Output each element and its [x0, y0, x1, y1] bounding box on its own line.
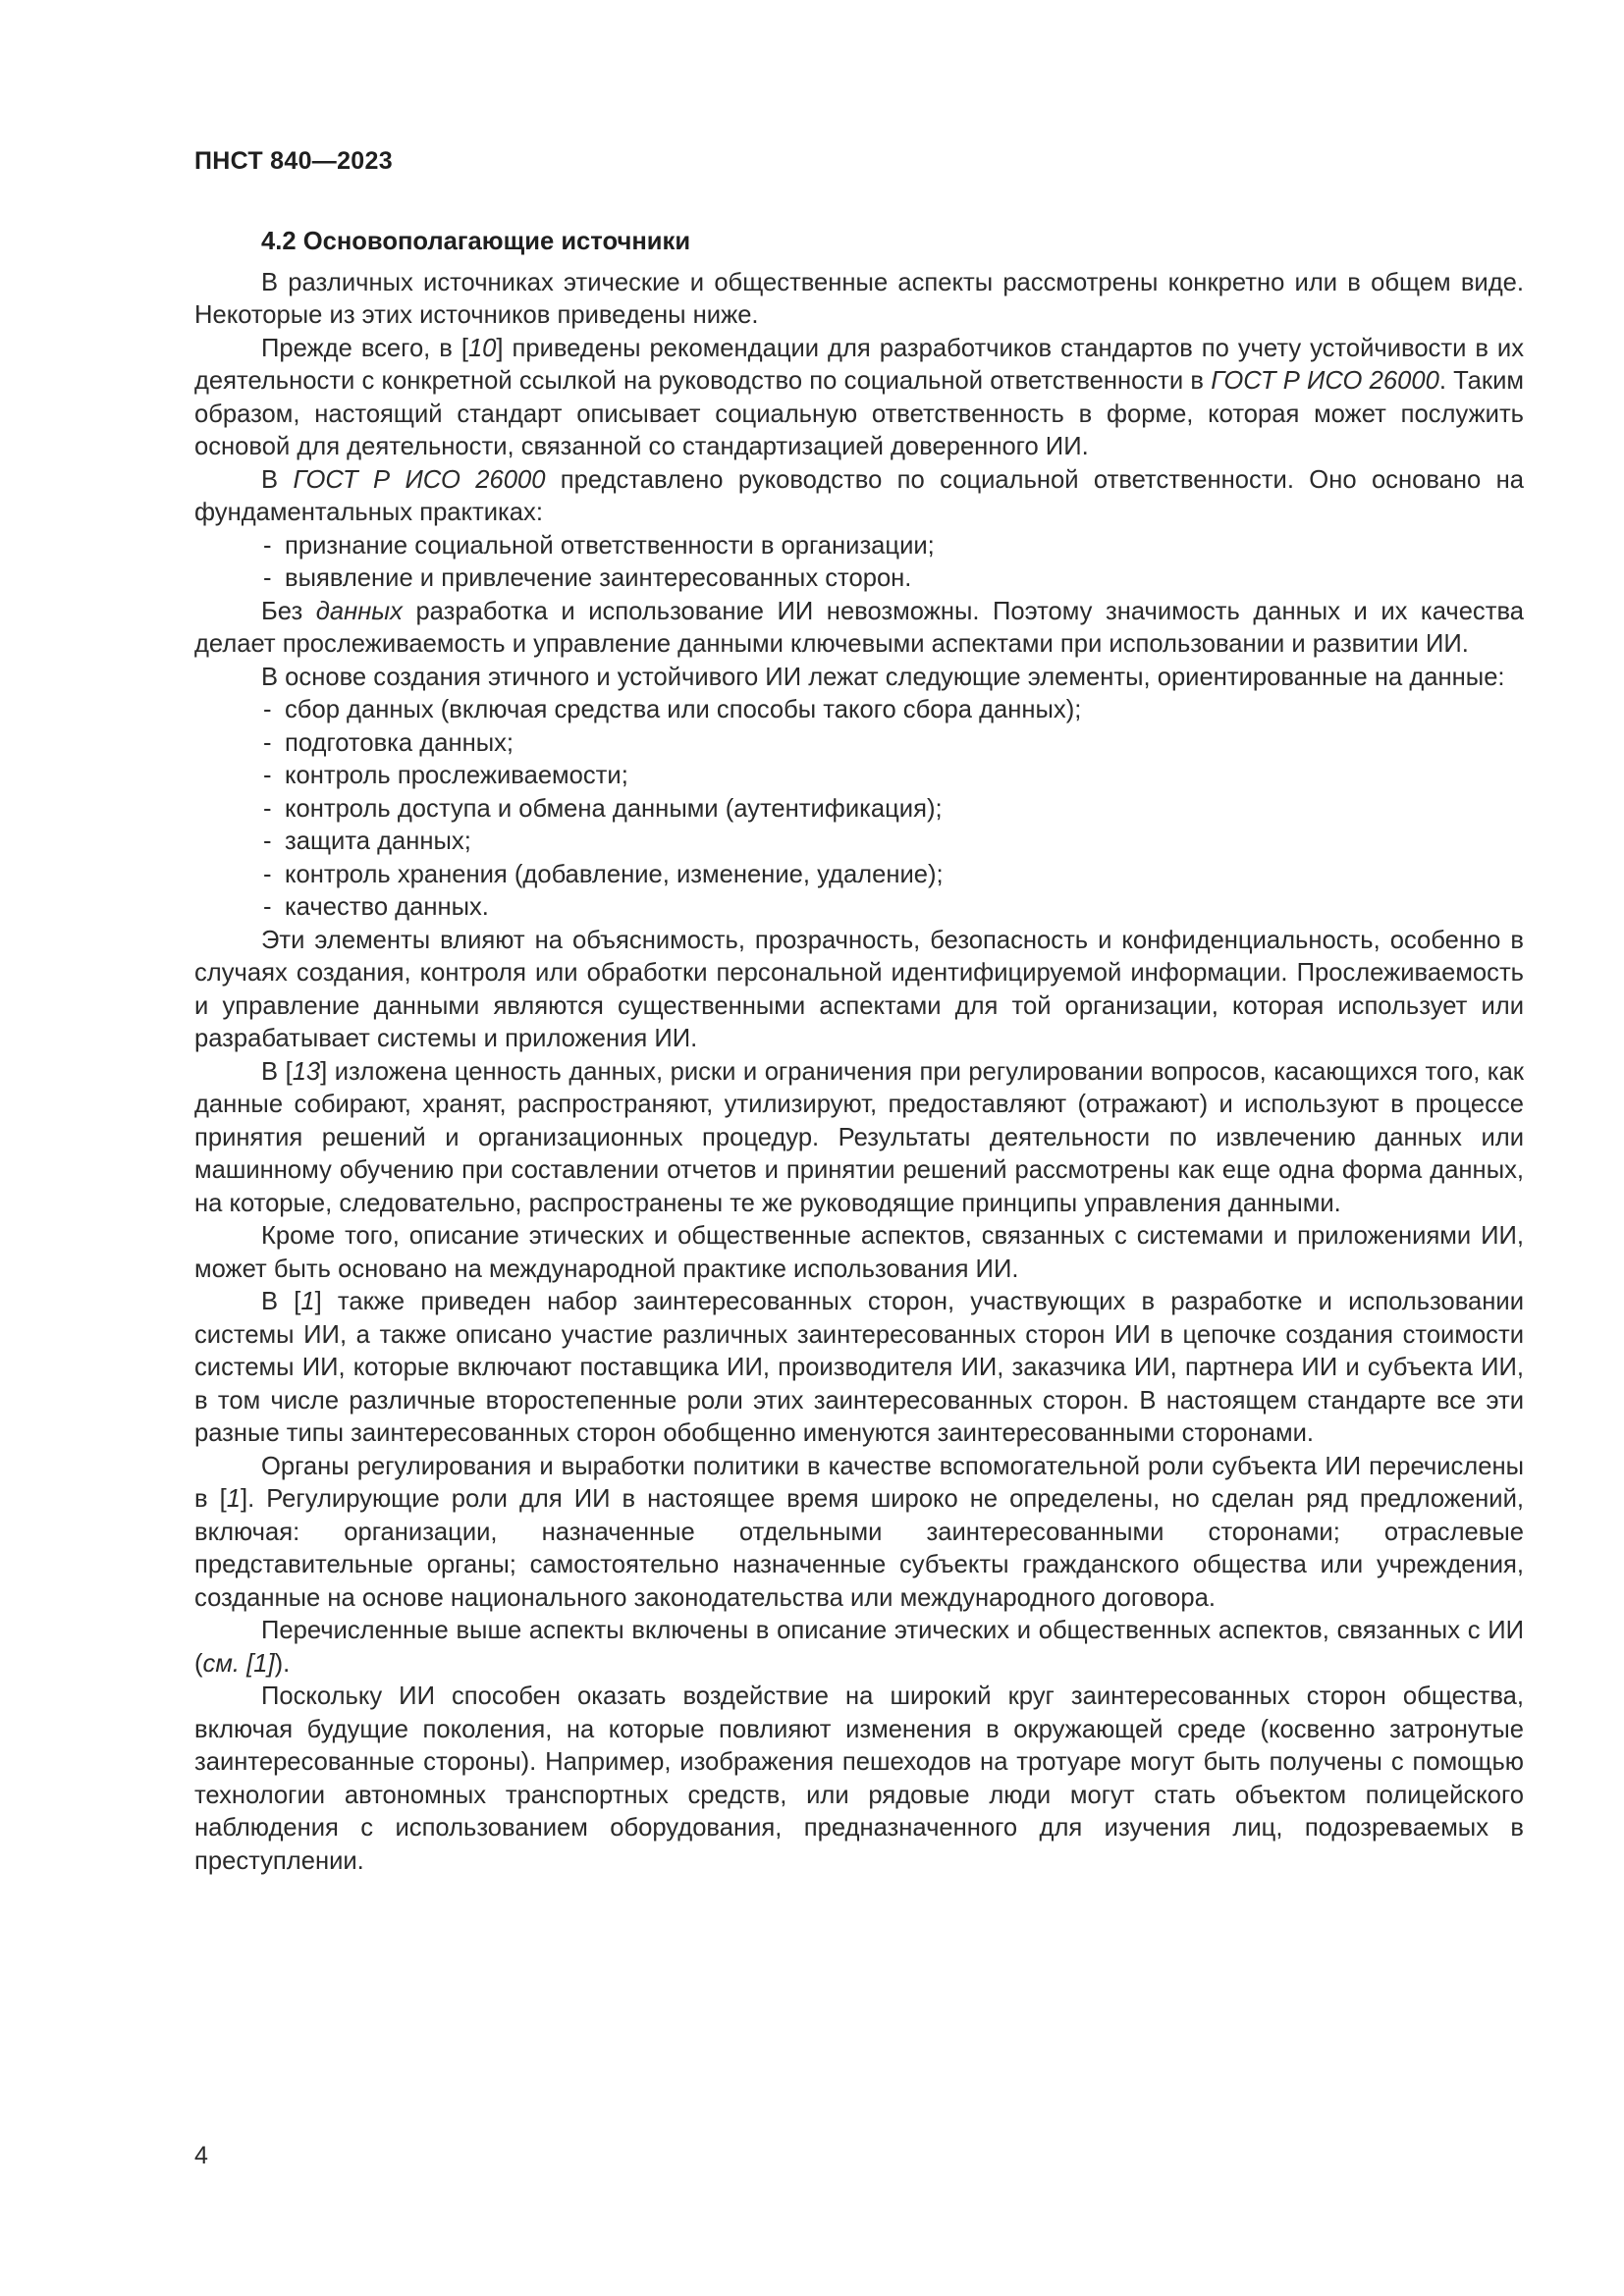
list-item: - защита данных;	[261, 826, 1524, 859]
paragraph-text: ).	[274, 1649, 291, 1678]
paragraph-data-elements-intro: В основе создания этичного и устойчивого ИИ лежат следующие элементы, ориентированные на данные:	[261, 663, 1505, 691]
reference-number: 1	[300, 1288, 315, 1315]
paragraph-social-responsibility	[194, 464, 1524, 530]
standard-reference: ГОСТ Р ИСО 26000	[1211, 367, 1439, 395]
list-item: - сбор данных (включая средства или способы такого сбора данных);	[261, 694, 1524, 727]
list-item: - подготовка данных;	[261, 727, 1524, 761]
paragraph-data-value	[194, 1056, 1524, 1221]
paragraph-stakeholders	[194, 1286, 1524, 1451]
paragraph-data-importance	[194, 596, 1524, 662]
paragraph-text: ] изложена ценность данных, риски и ограничения при регулировании вопросов, касающихся того, как данные собирают, хранят, распространяют, утилизируют, предоставляют (отражают) и используют в процессе принятия решений и организационных процедур. Результаты деятельности по извлечению данных или машинному обучению при составлении отчетов и принятии решений рассмотрены как еще одна форма данных, на которые, следовательно, распространены те же руководящие принципы управления данными.	[194, 1057, 1524, 1217]
paragraph-international-practice: Кроме того, описание этических и общественные аспектов, связанных с системами и приложениями ИИ, может быть основано на международной практике использования ИИ.	[194, 1222, 1524, 1283]
paragraph-text: ] приведены рекомендации для разработчиков стандартов по учету устойчивости в их деятельности с конкретной ссылкой на руководство по социальной ответственности в	[194, 334, 1524, 395]
list-item: - признание социальной ответственности в организации;	[261, 530, 1524, 563]
document-code-header: ПНСТ 840—2023	[194, 147, 393, 175]
paragraph-text: ] также приведен набор заинтересованных сторон, участвующих в разработке и использовании системы ИИ, а также описано участие различных заинтересованных сторон ИИ в цепочке создания стоимости системы ИИ, которые включают поставщика ИИ, производителя ИИ, заказчика ИИ, партнера ИИ и субъекта ИИ, в том числе различные второстепенные роли этих заинтересованных сторон. В настоящем стандарте все эти разные типы заинтересованных сторон обобщенно именуются заинтересованными сторонами.	[194, 1288, 1524, 1447]
reference-number: 10	[467, 334, 497, 362]
paragraph-text: В	[261, 465, 294, 494]
paragraph-regulators	[194, 1451, 1524, 1616]
paragraph-aspects-included	[194, 1615, 1524, 1681]
page-number: 4	[194, 2142, 208, 2169]
practices-list	[194, 530, 1524, 596]
paragraph-text: представлено руководство по социальной ответственности. Оно основано на фундаментальных практиках:	[194, 465, 1524, 526]
list-item: - контроль хранения (добавление, изменение, удаление);	[261, 859, 1524, 892]
cross-reference: см. [1]	[202, 1649, 275, 1678]
paragraph-text: . Таким образом, настоящий стандарт описывает социальную ответственность в форме, которая может послужить основой для деятельности, связанной со стандартизацией доверенного ИИ.	[194, 367, 1524, 460]
paragraph-standards-developers	[194, 333, 1524, 464]
paragraph-sources-intro: В различных источниках этические и общественные аспекты рассмотрены конкретно или в общем виде. Некоторые из этих источников приведены ниже.	[194, 268, 1524, 329]
document-body	[194, 226, 1524, 1878]
paragraph-text: разработка и использование ИИ невозможны. Поэтому значимость данных и их качества делает прослеживаемость и управление данными ключевыми аспектами при использовании и развитии ИИ.	[194, 597, 1524, 658]
list-item: - выявление и привлечение заинтересованных сторон.	[261, 562, 1524, 596]
paragraph-text: ]. Регулирующие роли для ИИ в настоящее время широко не определены, но сделан ряд предложений, включая: организации, назначенные отдельными заинтересованными сторонами; отраслевые представительные органы; самостоятельно назначенные субъекты гражданского общества или учреждения, созданные на основе национального законодательства или международного договора.	[194, 1485, 1524, 1612]
paragraph-text: В [	[261, 1288, 301, 1315]
list-item: - качество данных.	[261, 891, 1524, 925]
paragraph-wide-impact: Поскольку ИИ способен оказать воздействие на широкий круг заинтересованных сторон общества, включая будущие поколения, на которые повлияют изменения в окружающей среде (косвенно затронутые заинтересованные стороны). Например, изображения пешеходов на тротуаре могут быть получены с помощью технологии автономных транспортных средств, или рядовые люди могут стать объектом полицейского наблюдения с использованием оборудования, предназначенного для изучения лиц, подозреваемых в преступлении.	[194, 1682, 1524, 1875]
reference-number: 1	[226, 1485, 241, 1513]
paragraph-elements-impact: Эти элементы влияют на объяснимость, прозрачность, безопасность и конфиденциальность, особенно в случаях создания, контроля или обработки персональной идентифицируемой информации. Прослеживаемость и управление данными являются существенными аспектами для той организации, которая использует или разрабатывает системы и приложения ИИ.	[194, 926, 1524, 1052]
list-item: - контроль прослеживаемости;	[261, 760, 1524, 793]
paragraph-text: Органы регулирования и выработки политики в качестве вспомогательной роли субъекта ИИ перечислены в [	[194, 1452, 1524, 1513]
standard-reference: ГОСТ Р ИСО 26000	[293, 465, 546, 494]
section-title: 4.2 Основополагающие источники	[261, 228, 691, 255]
paragraph-text: В [	[261, 1057, 293, 1086]
list-item: - контроль доступа и обмена данными (аутентификация);	[261, 793, 1524, 827]
emphasis-text: данных	[315, 597, 403, 625]
data-elements-list	[194, 694, 1524, 925]
paragraph-text: Прежде всего, в [	[261, 334, 468, 362]
paragraph-text: Перечисленные выше аспекты включены в описание этических и общественных аспектов, связанных с ИИ (	[194, 1617, 1524, 1678]
paragraph-text: Без	[261, 597, 316, 625]
reference-number: 13	[292, 1057, 321, 1086]
